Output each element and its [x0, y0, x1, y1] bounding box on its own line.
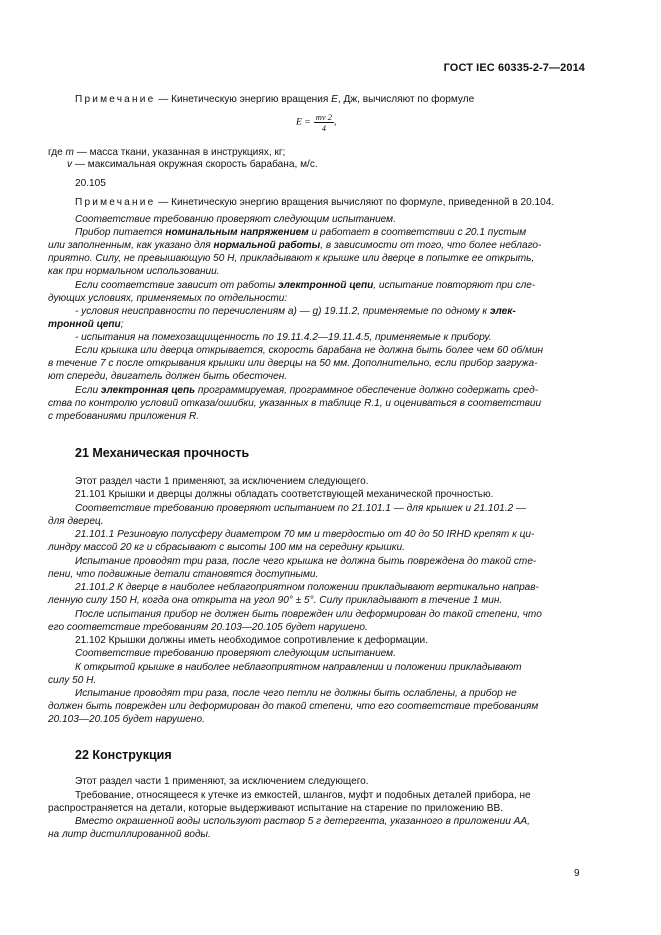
text-line: или заполненным, как указано для нормальной работы, в зависимости от того, что более неблаго-: [48, 240, 542, 251]
text-line: Этот раздел части 1 применяют, за исключением следующего.: [75, 476, 369, 487]
text-line: распространяется на детали, которые выдерживают испытание на старение по приложению ВВ.: [48, 803, 504, 814]
text-line: После испытания прибор не должен быть поврежден или деформирован до такой степени, что: [75, 609, 542, 620]
text-line: К открытой крышке в наиболее неблагоприятном направлении и положении прикладывают: [75, 662, 522, 673]
text-line: ства по контролю условий отказа/ошибки, указанных в таблице R.1, и оцениваться в соответствии: [48, 398, 542, 409]
text-line: приятно. Силу, не превышающую 50 Н, прикладывают к крышке или дверце в попытке ее открыть,: [48, 253, 535, 264]
text-line: Соответствие требованию проверяют следующим испытанием.: [75, 214, 396, 225]
note-label: Примечание: [75, 94, 156, 105]
text-line: тронной цепи;: [48, 319, 124, 330]
text-line: его соответствие требованиям 20.103—20.105 будет нарушено.: [48, 622, 368, 633]
text-line: 21.101 Крышки и дверцы должны обладать соответствующей механической прочностью.: [75, 489, 494, 500]
text-line: Этот раздел части 1 применяют, за исключением следующего.: [75, 776, 369, 787]
text-line: должен быть поврежден или деформирован до такой степени, что его соответствие требованиям: [48, 701, 539, 712]
text-line: как при нормальном использовании.: [48, 266, 220, 277]
text-line: с требованиями приложения R.: [48, 411, 200, 422]
text-line: ют спереди, двигатель должен быть обесточен.: [48, 371, 288, 382]
text-line: дующих условиях, применяемых по отдельности:: [48, 293, 288, 304]
note-label: Примечание: [75, 197, 156, 208]
text-line: Требование, относящееся к утечке из емкостей, шлангов, муфт и подобных деталей прибора, не: [75, 790, 531, 801]
text-line: Соответствие требованию проверяют следующим испытанием.: [75, 648, 396, 659]
text-line: для дверец.: [48, 516, 104, 527]
text-line: - испытания на помехозащищенность по 19.11.4.2—19.11.4.5, применяемые к прибору.: [75, 332, 492, 343]
text-line: Испытание проводят три раза, после чего петли не должны быть ослаблены, а прибор не: [75, 688, 517, 699]
text-line: Если электронная цепь программируемая, программное обеспечение должно содержать сред-: [75, 385, 539, 396]
text-line: ленную силу 150 Н, когда она открыта на угол 90° ± 5°. Силу прикладывают в течение 1 мин.: [48, 595, 503, 606]
clause-20-105: 20.105: [75, 178, 106, 189]
text-line: Если соответствие зависит от работы электронной цепи, испытание повторяют при сле-: [75, 280, 536, 291]
section-21-title: 21 Механическая прочность: [75, 446, 250, 460]
text-line: Прибор питается номинальным напряжением и работает в соответствии с 20.1 пустым: [75, 227, 527, 238]
text-line: Вместо окрашенной воды используют раствор 5 г детергента, указанного в приложении АА,: [75, 816, 530, 827]
text-line: 21.102 Крышки должны иметь необходимое сопротивление к деформации.: [75, 635, 428, 646]
page-number: 9: [574, 868, 580, 879]
text-line: пени, что подвижные детали становятся доступными.: [48, 569, 319, 580]
energy-formula: E = $\frac{mv 2}{4}$ ,: [296, 112, 337, 133]
where-line-1: где m — масса ткани, указанная в инструкциях, кг;: [48, 147, 286, 158]
text-line: в течение 7 с после открывания крышки или дверцы на 50 мм. Дополнительно, если прибор загружа-: [48, 358, 538, 369]
section-22-title: 22 Конструкция: [75, 748, 172, 762]
text-line: 20.103—20.105 будет нарушено.: [48, 714, 205, 725]
text-line: на литр дистиллированной воды.: [48, 829, 211, 840]
note-2: Примечание — Кинетическую энергию вращения вычисляют по формуле, приведенной в 20.104.: [75, 197, 555, 208]
text-line: силу 50 Н.: [48, 675, 97, 686]
text-line: 21.101.1 Резиновую полусферу диаметром 70 мм и твердостью от 40 до 50 IRHD крепят к ци-: [75, 529, 535, 540]
text-line: линдру массой 20 кг и сбрасывают с высоты 100 мм на середину крышки.: [48, 542, 405, 553]
text-line: Если крышка или дверца открывается, скорость барабана не должна быть более чем 60 об/мин: [75, 345, 544, 356]
text-line: - условия неисправности по перечислениям a) — g) 19.11.2, применяемые по одному к элек-: [75, 306, 516, 317]
text-line: Испытание проводят три раза, после чего крышка не должна быть повреждена до такой сте-: [75, 556, 537, 567]
document-header: ГОСТ IEC 60335-2-7—2014: [443, 62, 585, 74]
note-1: Примечание — Кинетическую энергию вращения E, Дж, вычисляют по формуле: [75, 94, 475, 105]
text-line: 21.101.2 К дверце в наиболее неблагоприятном положении прикладывают вертикально направ-: [75, 582, 539, 593]
where-line-2: v — максимальная окружная скорость барабана, м/с.: [67, 159, 318, 170]
text-line: Соответствие требованию проверяют испытанием по 21.101.1 — для крышек и 21.101.2 —: [75, 503, 527, 514]
